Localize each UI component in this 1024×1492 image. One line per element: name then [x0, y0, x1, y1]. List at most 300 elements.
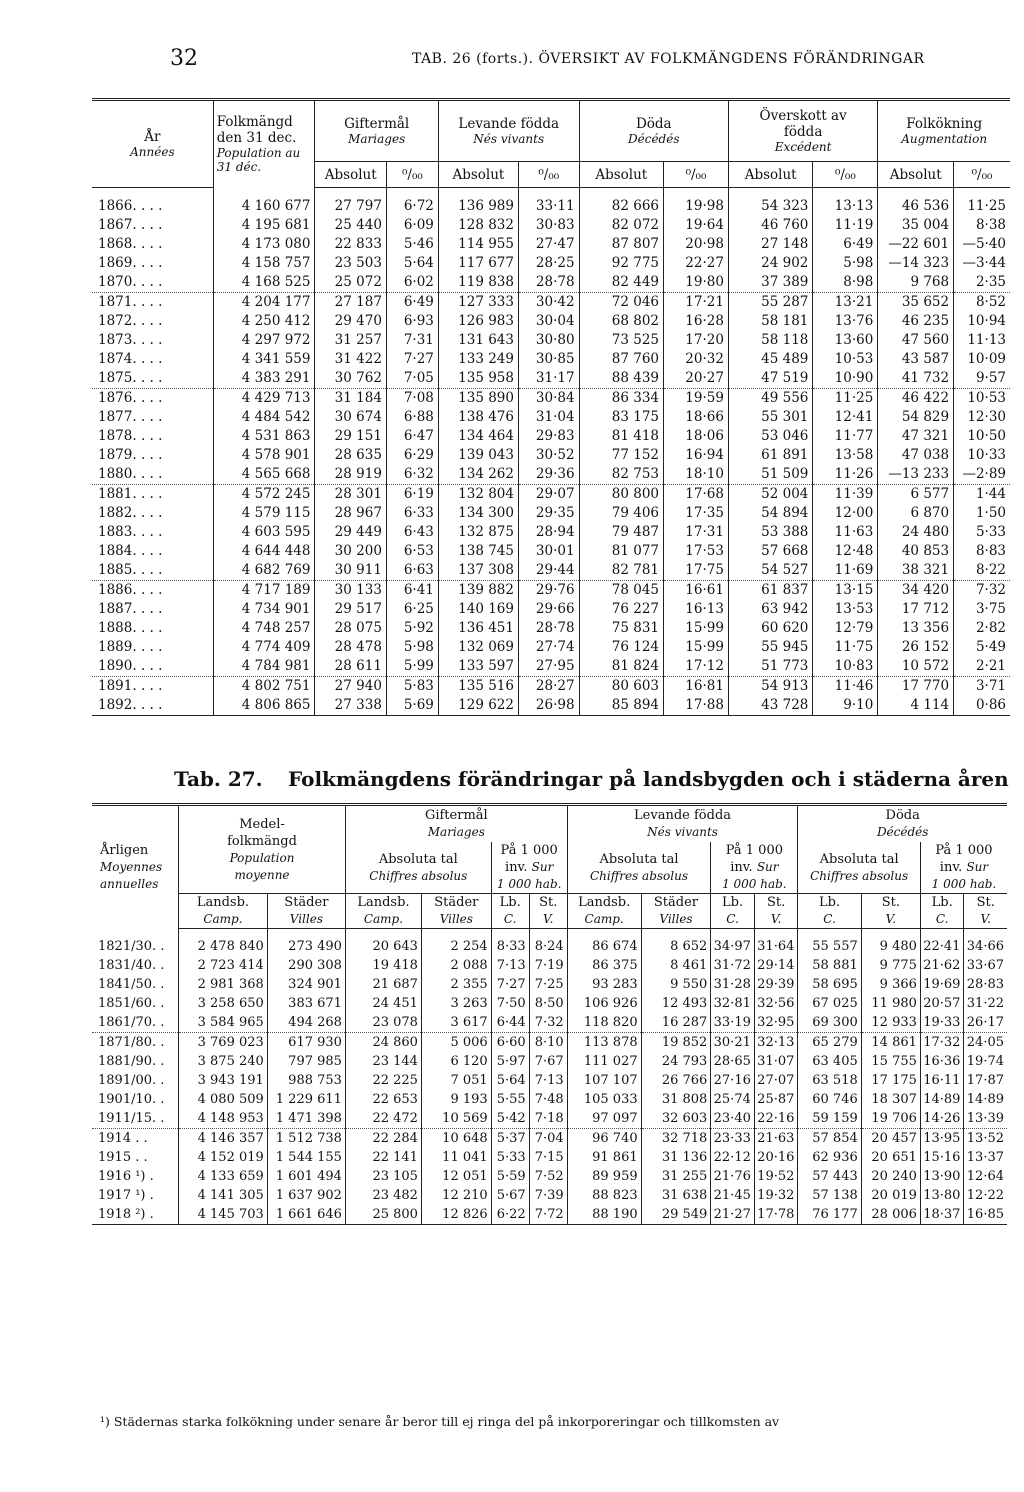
col-year: År Années: [92, 100, 213, 188]
table-cell: 4 341 559: [213, 350, 315, 369]
table-cell: 5·69: [386, 696, 438, 716]
table-cell: 11·63: [813, 523, 878, 542]
table-27: [92, 803, 1007, 1225]
table-cell: 4 114: [878, 696, 954, 716]
table-cell: 3 584 965: [179, 1013, 268, 1033]
table-cell: 54 894: [728, 504, 812, 523]
table-cell: 6·49: [813, 235, 878, 254]
table-row: [92, 188, 1010, 217]
table-cell: 15·16: [920, 1148, 964, 1167]
row-label: 1888. . . .: [98, 620, 163, 636]
table-cell: 12·79: [813, 619, 878, 638]
table-cell: 33·19: [711, 1013, 755, 1033]
table-cell: 24·05: [964, 1033, 1007, 1053]
table-cell: 20 240: [861, 1167, 920, 1186]
row-label: 1866. . . .: [98, 198, 163, 214]
table-cell: 132 875: [438, 523, 518, 542]
table-cell: 133 249: [438, 350, 518, 369]
table-cell: 5·33: [954, 523, 1010, 542]
table-cell: 12·00: [813, 504, 878, 523]
table-cell: 13·52: [964, 1129, 1007, 1149]
table-cell: 118 820: [567, 1013, 641, 1033]
table-cell: 17·75: [664, 561, 729, 581]
table-row: [92, 1205, 1007, 1225]
page-header: [0, 46, 1024, 76]
table-cell: 57 668: [728, 542, 812, 561]
table-cell: 6·88: [386, 408, 438, 427]
table-cell: 15·99: [664, 638, 729, 657]
table-cell: 18 307: [861, 1090, 920, 1109]
subcol-lb: Lb. C.: [711, 894, 755, 929]
table-cell: 15·99: [664, 619, 729, 638]
table-cell: 33·11: [518, 188, 579, 217]
table-cell: 77 152: [579, 446, 663, 465]
table-cell: 86 375: [567, 956, 641, 975]
table-cell: 10·83: [813, 657, 878, 677]
row-label: 1883. . . .: [98, 524, 163, 540]
table-cell: 134 464: [438, 427, 518, 446]
table-cell: 13·15: [813, 581, 878, 601]
table-cell: 324 901: [267, 975, 345, 994]
table-cell: 7·25: [529, 975, 567, 994]
table-cell: 2 254: [421, 929, 491, 957]
table-cell: 9·10: [813, 696, 878, 716]
col-marriages: Giftermål Mariages: [315, 100, 438, 162]
table-cell: 2·35: [954, 273, 1010, 293]
table-cell: 19·52: [754, 1167, 798, 1186]
table-cell: 26 152: [878, 638, 954, 657]
table-cell: 4 141 305: [179, 1186, 268, 1205]
table-row: [92, 561, 1010, 581]
table-cell: 16·85: [964, 1205, 1007, 1225]
table-cell: 31·64: [754, 929, 798, 957]
table-cell: 31 255: [641, 1167, 711, 1186]
table-cell: 19 852: [641, 1033, 711, 1053]
table-cell: 6·33: [386, 504, 438, 523]
table-cell: 25·74: [711, 1090, 755, 1109]
table-cell: 30 200: [315, 542, 386, 561]
table-cell: 16 287: [641, 1013, 711, 1033]
table-cell: 6·09: [386, 216, 438, 235]
table-cell: 8·22: [954, 561, 1010, 581]
table-cell: 4 734 901: [213, 600, 315, 619]
table-cell: 46 235: [878, 312, 954, 331]
table-cell: 28·25: [518, 254, 579, 273]
table-cell: 21·76: [711, 1167, 755, 1186]
subcol-absolut: Absolut: [315, 162, 386, 188]
table-cell: 80 603: [579, 677, 663, 697]
table-cell: 4 774 409: [213, 638, 315, 657]
row-label: 1869. . . .: [98, 255, 163, 271]
table-cell: 17·20: [664, 331, 729, 350]
col-excess: Överskott av födda Excédent: [728, 100, 877, 162]
table-cell: 4 152 019: [179, 1148, 268, 1167]
table-cell: 59 159: [798, 1109, 861, 1129]
row-label: 1885. . . .: [98, 562, 163, 578]
table-cell: 20 651: [861, 1148, 920, 1167]
table-cell: 81 418: [579, 427, 663, 446]
table-cell: 32·13: [754, 1033, 798, 1053]
table-row: [92, 1090, 1007, 1109]
table-cell: 34·97: [711, 929, 755, 957]
table-cell: 4 158 757: [213, 254, 315, 273]
table-cell: 30·85: [518, 350, 579, 369]
subcol-permille: ⁰/₀₀: [954, 162, 1010, 188]
table-cell: 137 308: [438, 561, 518, 581]
table-cell: 126 983: [438, 312, 518, 331]
table-cell: 63 942: [728, 600, 812, 619]
table-cell: 5 006: [421, 1033, 491, 1053]
table-cell: 273 490: [267, 929, 345, 957]
row-label: 1873. . . .: [98, 332, 163, 348]
table-cell: 11·19: [813, 216, 878, 235]
table-cell: 55 945: [728, 638, 812, 657]
table-cell: 6·60: [491, 1033, 529, 1053]
table-cell: 136 989: [438, 188, 518, 217]
table-cell: 0·86: [954, 696, 1010, 716]
table-cell: 4 802 751: [213, 677, 315, 697]
table-cell: 86 334: [579, 389, 663, 409]
table-cell: 12 051: [421, 1167, 491, 1186]
table-cell: 54 527: [728, 561, 812, 581]
table-cell: 6·02: [386, 273, 438, 293]
table-cell: 4 168 525: [213, 273, 315, 293]
col-marriages: Giftermål Mariages: [345, 805, 567, 843]
table-cell: 6·19: [386, 485, 438, 505]
table-cell: 31 184: [315, 389, 386, 409]
row-label: 1916 ¹) .: [98, 1169, 154, 1184]
table-cell: 29 549: [641, 1205, 711, 1225]
row-label: 1891. . . .: [92, 677, 213, 697]
table-row: [92, 369, 1010, 389]
table-cell: 23 078: [345, 1013, 421, 1033]
subcol-landsb: Landsb. Camp.: [567, 894, 641, 929]
table-cell: 9 193: [421, 1090, 491, 1109]
table-cell: 13·90: [920, 1167, 964, 1186]
table-cell: 8·10: [529, 1033, 567, 1053]
row-label: 1880. . . .: [98, 466, 163, 482]
table-cell: 106 926: [567, 994, 641, 1013]
table-cell: 4 148 953: [179, 1109, 268, 1129]
table-cell: 8 652: [641, 929, 711, 957]
table-cell: 28·27: [518, 677, 579, 697]
table-cell: 5·42: [491, 1109, 529, 1129]
table-cell: 21·27: [711, 1205, 755, 1225]
table-cell: 88 823: [567, 1186, 641, 1205]
table-cell: 6·43: [386, 523, 438, 542]
col-period: Årligen Moyennes annuelles: [92, 805, 179, 929]
table-cell: 2 723 414: [179, 956, 268, 975]
table-cell: 23 105: [345, 1167, 421, 1186]
table-row: [92, 408, 1010, 427]
table-cell: 30·80: [518, 331, 579, 350]
table-cell: 5·46: [386, 235, 438, 254]
table-cell: 107 107: [567, 1071, 641, 1090]
table-cell: 14·89: [920, 1090, 964, 1109]
table-cell: 3 617: [421, 1013, 491, 1033]
table-cell: 13·13: [813, 188, 878, 217]
table-cell: 11·75: [813, 638, 878, 657]
table-cell: 31·28: [711, 975, 755, 994]
table-cell: 12 933: [861, 1013, 920, 1033]
table-cell: 134 300: [438, 504, 518, 523]
table-row: [92, 542, 1010, 561]
table-cell: 30·04: [518, 312, 579, 331]
table-cell: 4 806 865: [213, 696, 315, 716]
table-cell: 79 406: [579, 504, 663, 523]
table-cell: 6·41: [386, 581, 438, 601]
subcol-absolut: Absolut: [438, 162, 518, 188]
table-cell: 28·83: [964, 975, 1007, 994]
table-cell: 5·98: [386, 638, 438, 657]
table-cell: 65 279: [798, 1033, 861, 1053]
table-row: [92, 581, 1010, 601]
table-cell: 21·45: [711, 1186, 755, 1205]
table-cell: 4 160 677: [213, 188, 315, 217]
table-cell: 132 069: [438, 638, 518, 657]
table-cell: 134 262: [438, 465, 518, 485]
table-row: [92, 446, 1010, 465]
table-cell: 6·93: [386, 312, 438, 331]
table-cell: 383 671: [267, 994, 345, 1013]
table-cell: 57 443: [798, 1167, 861, 1186]
subcol-st: St. V.: [964, 894, 1007, 929]
table-cell: 20·98: [664, 235, 729, 254]
table-cell: 85 894: [579, 696, 663, 716]
row-label: 1884. . . .: [98, 543, 163, 559]
table-cell: 18·10: [664, 465, 729, 485]
table-row: [92, 657, 1010, 677]
table-cell: 58 118: [728, 331, 812, 350]
table-cell: —2·89: [954, 465, 1010, 485]
table-cell: 16·81: [664, 677, 729, 697]
table-cell: 53 046: [728, 427, 812, 446]
table-cell: 9 768: [878, 273, 954, 293]
table-cell: 6·22: [491, 1205, 529, 1225]
table-cell: 17·32: [920, 1033, 964, 1053]
table-cell: 4 644 448: [213, 542, 315, 561]
table-cell: 18·06: [664, 427, 729, 446]
subcol-absolute: Absoluta tal Chiffres absolus: [345, 842, 491, 894]
subcol-permille: ⁰/₀₀: [518, 162, 579, 188]
subcol-permille: ⁰/₀₀: [386, 162, 438, 188]
subcol-stader: Städer Villes: [267, 894, 345, 929]
table-cell: 4 784 981: [213, 657, 315, 677]
table-cell: 138 476: [438, 408, 518, 427]
table-cell: 10 569: [421, 1109, 491, 1129]
table-cell: 19 706: [861, 1109, 920, 1129]
table-row: [92, 216, 1010, 235]
table-cell: 13·39: [964, 1109, 1007, 1129]
row-label: 1867. . . .: [98, 217, 163, 233]
table-cell: 79 487: [579, 523, 663, 542]
table-cell: 12 826: [421, 1205, 491, 1225]
row-label: 1918 ²) .: [92, 1205, 179, 1225]
table-cell: 1 544 155: [267, 1148, 345, 1167]
row-label: 1886. . . .: [92, 581, 213, 601]
table-cell: 27·07: [754, 1071, 798, 1090]
table-cell: 26·98: [518, 696, 579, 716]
table-cell: 55 287: [728, 293, 812, 313]
table-row: [92, 331, 1010, 350]
subcol-st: St. V.: [529, 894, 567, 929]
table-cell: 7·15: [529, 1148, 567, 1167]
table-cell: 45 489: [728, 350, 812, 369]
table-cell: 19·64: [664, 216, 729, 235]
table-cell: 4 383 291: [213, 369, 315, 389]
table-cell: 139 882: [438, 581, 518, 601]
table-cell: 11·26: [813, 465, 878, 485]
table-cell: 24 902: [728, 254, 812, 273]
table-cell: 20 643: [345, 929, 421, 957]
table-cell: 4 297 972: [213, 331, 315, 350]
table-26: [92, 98, 1010, 716]
table-cell: 28 611: [315, 657, 386, 677]
table-cell: 17·12: [664, 657, 729, 677]
table-cell: 19·59: [664, 389, 729, 409]
table-cell: 87 760: [579, 350, 663, 369]
table-cell: 31 422: [315, 350, 386, 369]
table-row: [92, 465, 1010, 485]
table-cell: 2 478 840: [179, 929, 268, 957]
table-cell: 58 695: [798, 975, 861, 994]
table-row: [92, 389, 1010, 409]
table-cell: 10·53: [954, 389, 1010, 409]
table-cell: 117 677: [438, 254, 518, 273]
row-label: 1917 ¹) .: [98, 1188, 154, 1203]
table-cell: 34 420: [878, 581, 954, 601]
table-cell: 11 980: [861, 994, 920, 1013]
table-cell: 6 120: [421, 1052, 491, 1071]
table-26-body: [92, 188, 1010, 716]
table-cell: 6·49: [386, 293, 438, 313]
table-cell: 88 190: [567, 1205, 641, 1225]
table-cell: 22 225: [345, 1071, 421, 1090]
subcol-st: St. V.: [754, 894, 798, 929]
table-cell: 12 493: [641, 994, 711, 1013]
table-cell: 28·65: [711, 1052, 755, 1071]
table-cell: 6·44: [491, 1013, 529, 1033]
table-cell: 28 301: [315, 485, 386, 505]
table-cell: 76 124: [579, 638, 663, 657]
table-cell: 9 480: [861, 929, 920, 957]
table-cell: 32 718: [641, 1129, 711, 1149]
table-cell: 4 133 659: [179, 1167, 268, 1186]
table-cell: 10·09: [954, 350, 1010, 369]
table-cell: 1 601 494: [267, 1167, 345, 1186]
table-row: [92, 312, 1010, 331]
table-cell: 21·63: [754, 1129, 798, 1149]
table-row: [92, 235, 1010, 254]
table-cell: 3 258 650: [179, 994, 268, 1013]
table-cell: 68 802: [579, 312, 663, 331]
table-cell: 4 603 595: [213, 523, 315, 542]
table-cell: 19·33: [920, 1013, 964, 1033]
table-row: [92, 975, 1007, 994]
table-cell: 4 748 257: [213, 619, 315, 638]
table-cell: 4 250 412: [213, 312, 315, 331]
table-cell: 6·25: [386, 600, 438, 619]
table-cell: 7·19: [529, 956, 567, 975]
table-cell: 57 854: [798, 1129, 861, 1149]
table-cell: 40 853: [878, 542, 954, 561]
table-cell: 10·33: [954, 446, 1010, 465]
table-cell: 60 620: [728, 619, 812, 638]
row-label: 1890. . . .: [98, 658, 163, 674]
table-row: [92, 1033, 1007, 1053]
table-row: [92, 1129, 1007, 1149]
table-cell: 135 958: [438, 369, 518, 389]
table-row: [92, 638, 1010, 657]
table-cell: 127 333: [438, 293, 518, 313]
table-cell: 28 006: [861, 1205, 920, 1225]
table-cell: 17·68: [664, 485, 729, 505]
table-cell: 4 531 863: [213, 427, 315, 446]
table-cell: 24 451: [345, 994, 421, 1013]
table-cell: 82 781: [579, 561, 663, 581]
table-cell: 80 800: [579, 485, 663, 505]
table-cell: 10 648: [421, 1129, 491, 1149]
table-cell: 91 861: [567, 1148, 641, 1167]
table-cell: 136 451: [438, 619, 518, 638]
table-cell: 25 800: [345, 1205, 421, 1225]
table-cell: —3·44: [954, 254, 1010, 273]
table-cell: 16·94: [664, 446, 729, 465]
table-cell: 8·52: [954, 293, 1010, 313]
table-cell: 30·83: [518, 216, 579, 235]
col-mean-population: Medel- folkmängd Population moyenne: [179, 805, 346, 894]
table-cell: 25·87: [754, 1090, 798, 1109]
table-cell: 4 578 901: [213, 446, 315, 465]
table-cell: 29 151: [315, 427, 386, 446]
table-cell: 5·37: [491, 1129, 529, 1149]
table-cell: 28·78: [518, 619, 579, 638]
table-cell: 29·35: [518, 504, 579, 523]
table-cell: 28 919: [315, 465, 386, 485]
table-cell: 29 470: [315, 312, 386, 331]
table-row: [92, 350, 1010, 369]
table-cell: 38 321: [878, 561, 954, 581]
table-cell: 29·14: [754, 956, 798, 975]
subcol-absolute: Absoluta tal Chiffres absolus: [567, 842, 711, 894]
table-cell: 17·31: [664, 523, 729, 542]
table-cell: 138 745: [438, 542, 518, 561]
table-cell: 128 832: [438, 216, 518, 235]
table-cell: 69 300: [798, 1013, 861, 1033]
table-cell: 53 388: [728, 523, 812, 542]
table-cell: 27 940: [315, 677, 386, 697]
table-cell: 6·47: [386, 427, 438, 446]
table-cell: 135 516: [438, 677, 518, 697]
row-label: 1878. . . .: [98, 428, 163, 444]
row-label: 1881/90. .: [98, 1054, 165, 1069]
table-row: [92, 485, 1010, 505]
table-row: [92, 1071, 1007, 1090]
table-cell: 12 210: [421, 1186, 491, 1205]
row-label: 1914 . .: [92, 1129, 179, 1149]
table-cell: 47 038: [878, 446, 954, 465]
table-cell: 30·21: [711, 1033, 755, 1053]
row-label: 1915 . .: [98, 1150, 148, 1165]
table-cell: 21 687: [345, 975, 421, 994]
table-row: [92, 677, 1010, 697]
row-label: 1892. . . .: [92, 696, 213, 716]
table-cell: 81 077: [579, 542, 663, 561]
running-title: TAB. 26 (forts.). ÖVERSIKT AV FOLKMÄNGDENS FÖRÄNDRINGAR: [412, 51, 925, 67]
table-cell: 17·78: [754, 1205, 798, 1225]
table-cell: 13·53: [813, 600, 878, 619]
table-cell: 19·69: [920, 975, 964, 994]
